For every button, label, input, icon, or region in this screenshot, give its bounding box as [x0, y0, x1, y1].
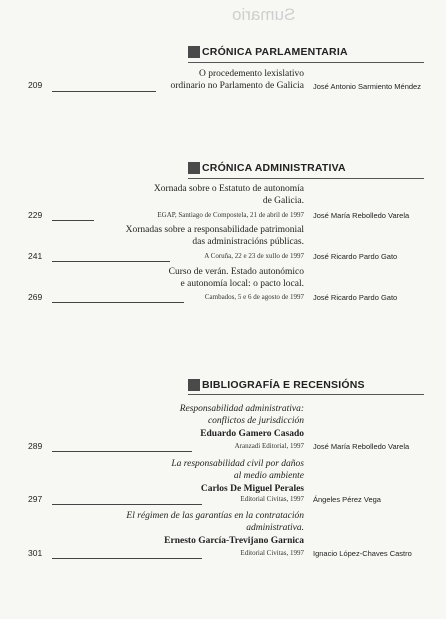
entry-place: Aranzadi Editorial, 1997: [234, 442, 304, 450]
entry-author: José Ricardo Pardo Gato: [313, 252, 398, 261]
section-rule: [188, 178, 424, 179]
section-header-bibliografia: [188, 377, 365, 392]
entry-title-line: La responsabilidad civil por daños: [171, 459, 304, 469]
section-header-cronica-administrativa: [188, 160, 346, 175]
section-rule: [188, 394, 424, 395]
section-square-icon: [188, 379, 200, 391]
entry-place: Cambados, 5 e 6 de agosto de 1997: [204, 293, 304, 301]
entry-place: Editorial Civitas, 1997: [240, 495, 304, 503]
entry-title-line: Xornadas sobre a responsabilidade patrimonial: [125, 225, 304, 235]
leader-line: [52, 261, 170, 262]
leader-line: [52, 504, 202, 505]
entry-title-line: Xornada sobre o Estatuto de autonomía: [153, 184, 304, 194]
entry-place: A Coruña, 22 e 23 de xullo de 1997: [204, 252, 304, 260]
section-square-icon: [188, 162, 200, 174]
entry-title-line: al medio ambiente: [233, 471, 304, 481]
section-title: CRÓNICA PARLAMENTARIA: [202, 45, 348, 58]
page-number: 269: [28, 292, 43, 302]
entry-place: EGAP, Santiago de Compostela, 21 de abril de 1997: [157, 211, 304, 219]
entry-author: José María Rebolledo Varela: [313, 211, 410, 220]
leader-line: [52, 558, 202, 559]
page-number: 297: [28, 494, 43, 504]
page-number: 289: [28, 441, 43, 451]
entry-title-line: ordinario no Parlamento de Galicia: [170, 81, 304, 91]
leader-line: [52, 220, 94, 221]
section-header-cronica-parlamentaria: [188, 44, 348, 59]
entry-title-line: conflictos de jurisdicción: [207, 416, 304, 426]
entry-title-line: de Galicia.: [262, 196, 304, 206]
book-author: Ernesto García-Trevijano Garnica: [164, 536, 304, 546]
entry-author: Ignacio López-Chaves Castro: [313, 549, 412, 558]
leader-line: [52, 451, 192, 452]
entry-author: Ángeles Pérez Vega: [313, 495, 381, 504]
entry-author: José Ricardo Pardo Gato: [313, 293, 398, 302]
page-number: 301: [28, 548, 43, 558]
page-number: 241: [28, 251, 43, 261]
entry-title-line: administrativa.: [246, 523, 304, 533]
entry-title-line: O procedemento lexislativo: [199, 69, 304, 79]
page-number: 209: [28, 80, 43, 90]
section-rule: [188, 62, 424, 63]
book-author: Eduardo Gamero Casado: [200, 429, 304, 439]
ghost-heading: Sumario: [232, 5, 296, 24]
entry-title-line: Curso de verán. Estado autonómico: [168, 267, 304, 277]
entry-title-line: e autonomía local: o pacto local.: [180, 279, 304, 289]
leader-line: [52, 91, 156, 92]
entry-place: Editorial Civitas, 1997: [240, 549, 304, 557]
section-title: CRÓNICA ADMINISTRATIVA: [202, 161, 346, 174]
book-author: Carlos De Miguel Perales: [200, 484, 304, 494]
entry-author: José Antonio Sarmiento Méndez: [313, 82, 421, 91]
leader-line: [52, 302, 184, 303]
section-square-icon: [188, 46, 200, 58]
page-number: 229: [28, 210, 43, 220]
entry-title-line: das administracións públicas.: [192, 237, 304, 247]
section-title: BIBLIOGRAFÍA E RECENSIÓNS: [202, 378, 365, 391]
entry-title-line: Responsabilidad administrativa:: [179, 404, 304, 414]
entry-title-line: El régimen de las garantías en la contratación: [126, 511, 304, 521]
entry-author: José María Rebolledo Varela: [313, 442, 410, 451]
